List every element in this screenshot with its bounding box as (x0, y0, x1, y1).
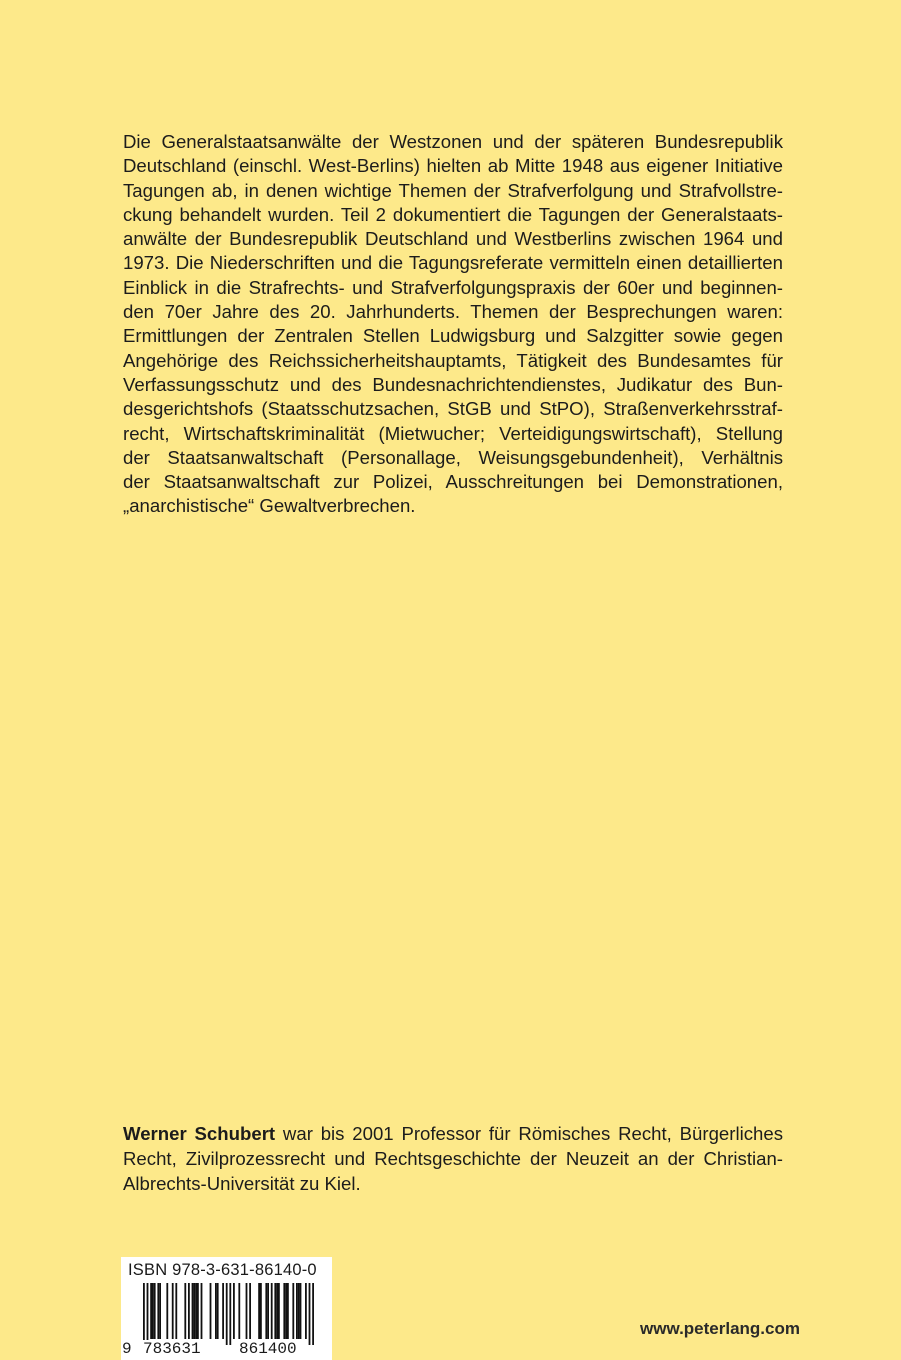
ean-digits-right: 861400 (239, 1340, 297, 1358)
barcode-bar (215, 1283, 217, 1339)
barcode-bar (300, 1283, 302, 1339)
barcode-bar (184, 1283, 186, 1339)
description-line: anwälte der Bundesrepublik Deutschland und Westberlins zwischen 1964 und (123, 228, 783, 250)
barcode-bar (271, 1283, 273, 1339)
description-line: ckung behandelt wurden. Teil 2 dokumentiert die Tagungen der Generalstaats- (123, 203, 783, 225)
isbn-label: ISBN 978-3-631-86140-0 (128, 1261, 317, 1279)
author-name: Werner Schubert (123, 1123, 276, 1144)
description-line: „anarchistische“ Gewaltverbrechen. (123, 495, 416, 517)
barcode-bar (175, 1283, 177, 1339)
barcode-bar (260, 1283, 262, 1339)
description-line: Die Generalstaatsanwälte der Westzonen und der späteren Bundesrepublik (123, 131, 783, 152)
barcode-bar (258, 1283, 260, 1339)
author-bio-text: war bis 2001 Professor für Römisches Recht, Bürgerliches (275, 1123, 783, 1144)
barcode-bar (226, 1283, 228, 1345)
description-line: 1973. Die Niederschriften und die Tagungsreferate vermitteln einen detaillierten (123, 252, 783, 274)
barcode-bar (265, 1283, 267, 1339)
barcode-bar (296, 1283, 298, 1339)
barcode-bar (195, 1283, 197, 1339)
barcode-bar (283, 1283, 285, 1339)
barcode-bar (274, 1283, 276, 1339)
author-bio (123, 1121, 783, 1196)
barcode-bar (287, 1283, 289, 1339)
barcode-bar (249, 1283, 251, 1339)
description-line: recht, Wirtschaftskriminalität (Mietwucher; Verteidigungswirtschaft), Stellung (123, 422, 783, 444)
description-line: Verfassungsschutz und des Bundesnachrichtendienstes, Judikatur des Bun- (123, 373, 783, 395)
barcode-bar (154, 1283, 156, 1339)
description-line: Deutschland (einschl. West-Berlins) hielten ab Mitte 1948 aus eigener Initiative (123, 155, 783, 177)
description-line: den 70er Jahre des 20. Jahrhunderts. Themen der Besprechungen waren: (123, 301, 783, 323)
barcode-bar (188, 1283, 190, 1339)
author-bio-line (123, 1121, 783, 1146)
barcode-bar (166, 1283, 168, 1339)
barcode-bar (312, 1283, 314, 1345)
description-line: desgerichtshofs (Staatsschutzsachen, StGB und StPO), Straßenverkehrsstraf- (123, 398, 783, 420)
barcode-bar (222, 1283, 224, 1339)
publisher-website: www.peterlang.com (640, 1319, 800, 1338)
description-line: der Staatsanwaltschaft (Personallage, Weisungsgebundenheit), Verhältnis (123, 446, 783, 468)
barcode-bar (229, 1283, 231, 1345)
ean-digits (121, 1340, 332, 1360)
barcode-bar (285, 1283, 287, 1339)
barcode-bar (278, 1283, 280, 1339)
barcode-bar (157, 1283, 159, 1339)
barcode-bar (233, 1283, 235, 1339)
description-text (123, 130, 783, 519)
barcode-bar (246, 1283, 248, 1339)
barcode-bars (129, 1283, 324, 1345)
barcode-bar (238, 1283, 240, 1339)
barcode-bar (150, 1283, 152, 1339)
ean-digits-left: 783631 (143, 1340, 201, 1358)
author-bio-line: Albrechts-Universität zu Kiel. (123, 1173, 361, 1194)
description-line: der Staatsanwaltschaft zur Polizei, Ausschreitungen bei Demonstrationen, (123, 471, 783, 493)
ean-digit-lead: 9 (122, 1340, 132, 1358)
barcode-bar (192, 1283, 194, 1339)
description-line: Ermittlungen der Zentralen Stellen Ludwigsburg und Salzgitter sowie gegen (123, 325, 783, 347)
barcode-bar (152, 1283, 154, 1339)
barcode-bar (276, 1283, 278, 1339)
author-bio-line: Recht, Zivilprozessrecht und Rechtsgeschichte der Neuzeit an der Christian- (123, 1148, 783, 1169)
barcode-bar (201, 1283, 203, 1339)
barcode-bar (305, 1283, 307, 1339)
barcode-bar (172, 1283, 174, 1339)
barcode-bar (292, 1283, 294, 1339)
barcode-bar (159, 1283, 161, 1339)
barcode-bar (197, 1283, 199, 1339)
barcode-bar (147, 1283, 149, 1345)
barcode-bar (193, 1283, 195, 1339)
barcode-bar (143, 1283, 145, 1345)
isbn-barcode (121, 1257, 332, 1360)
description-line: Einblick in die Strafrechts- und Strafverfolgungspraxis der 60er und beginnen- (123, 276, 783, 298)
barcode-bar (210, 1283, 212, 1339)
barcode-bar (217, 1283, 219, 1339)
description-line: Tagungen ab, in denen wichtige Themen der Strafverfolgung und Strafvollstre- (123, 179, 783, 201)
barcode-bar (298, 1283, 300, 1339)
barcode-bar (309, 1283, 311, 1345)
description-line: Angehörige des Reichssicherheitshauptamts, Tätigkeit des Bundesamtes für (123, 349, 783, 371)
barcode-bar (267, 1283, 269, 1339)
